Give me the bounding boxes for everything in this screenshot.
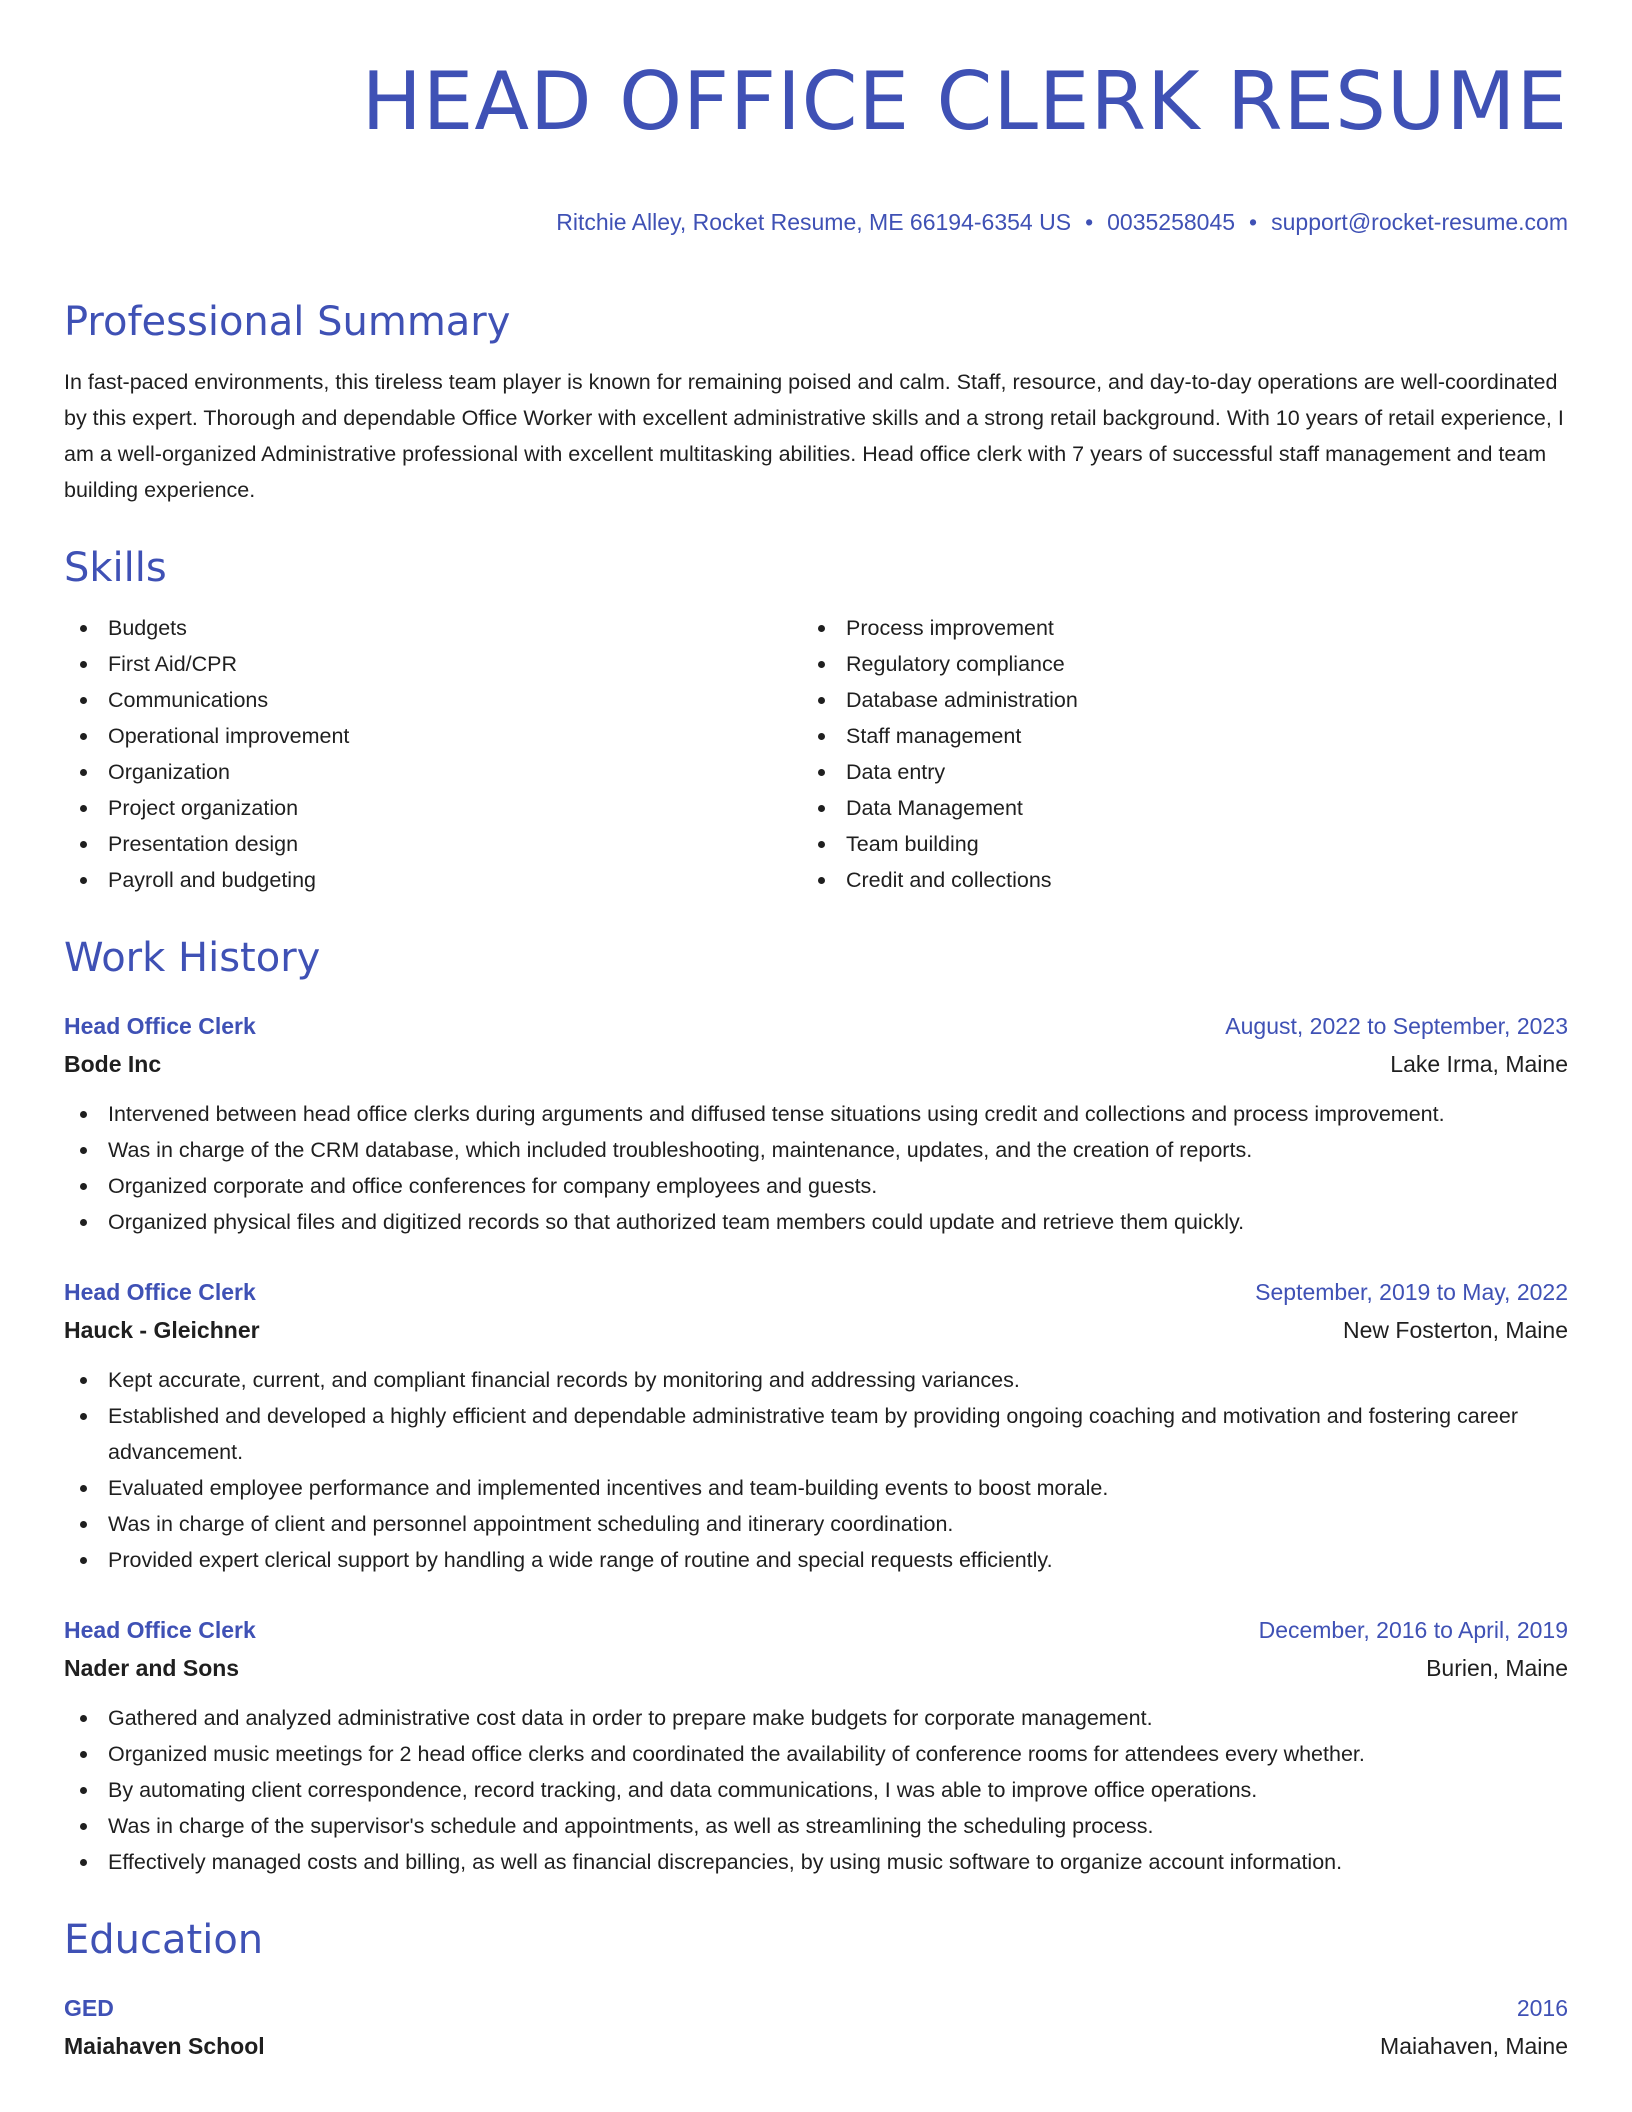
- job-bullet: Was in charge of client and personnel appointment scheduling and itinerary coordination.: [108, 1506, 1568, 1542]
- job-bullets: [64, 1700, 1568, 1880]
- resume-title: HEAD OFFICE CLERK RESUME: [361, 55, 1568, 148]
- skill-item: Regulatory compliance: [846, 646, 1568, 682]
- skills-list-right: [802, 610, 1568, 898]
- education-heading: Education: [64, 1917, 264, 1963]
- contact-phone: 0035258045: [1107, 209, 1236, 235]
- education-school-row: [64, 2026, 1568, 2066]
- contact-address: Ritchie Alley, Rocket Resume, ME 66194-6354 US: [556, 209, 1072, 235]
- job-title: Head Office Clerk: [64, 1617, 256, 1643]
- skill-item: Communications: [108, 682, 802, 718]
- education-year: 2016: [1516, 1995, 1568, 2021]
- job-company: Bode Inc: [64, 1051, 162, 1077]
- education-entry: [64, 1990, 1568, 2066]
- skills-section: [64, 540, 1568, 898]
- job-entry: [64, 1008, 1568, 1240]
- job-bullet: Was in charge of the CRM database, which included troubleshooting, maintenance, updates, and the creation of reports.: [108, 1132, 1568, 1168]
- skill-item: Process improvement: [846, 610, 1568, 646]
- job-title: Head Office Clerk: [64, 1279, 256, 1305]
- job-bullet: Organized physical files and digitized records so that authorized team members could update and retrieve them quickly.: [108, 1204, 1568, 1240]
- job-header-row: [64, 1612, 1568, 1648]
- skill-item: Team building: [846, 826, 1568, 862]
- job-bullet: Was in charge of the supervisor's schedule and appointments, as well as streamlining the scheduling process.: [108, 1808, 1568, 1844]
- summary-heading: Professional Summary: [64, 299, 511, 345]
- job-company-row: [64, 1310, 1568, 1350]
- job-bullet: Evaluated employee performance and implemented incentives and team-building events to boost morale.: [108, 1470, 1568, 1506]
- job-bullet: By automating client correspondence, record tracking, and data communications, I was able to improve office operations.: [108, 1772, 1568, 1808]
- job-bullet: Kept accurate, current, and compliant financial records by monitoring and addressing variances.: [108, 1362, 1568, 1398]
- job-bullet: Organized music meetings for 2 head office clerks and coordinated the availability of conference rooms for attendees every whether.: [108, 1736, 1568, 1772]
- skill-item: Data entry: [846, 754, 1568, 790]
- skill-item: Staff management: [846, 718, 1568, 754]
- skill-item: Project organization: [108, 790, 802, 826]
- job-dates: December, 2016 to April, 2019: [1258, 1617, 1568, 1643]
- skill-item: Payroll and budgeting: [108, 862, 802, 898]
- resume-header: [64, 48, 1568, 238]
- education-location: Maiahaven, Maine: [1380, 2033, 1568, 2059]
- job-header-row: [64, 1008, 1568, 1044]
- job-bullet: Provided expert clerical support by handling a wide range of routine and special requests efficiently.: [108, 1542, 1568, 1578]
- skills-grid: [64, 610, 1568, 898]
- education-school: Maiahaven School: [64, 2033, 265, 2059]
- education-header-row: [64, 1990, 1568, 2026]
- job-location: Lake Irma, Maine: [1390, 1051, 1568, 1077]
- education-degree: GED: [64, 1995, 114, 2021]
- skill-item: Operational improvement: [108, 718, 802, 754]
- job-dates: September, 2019 to May, 2022: [1255, 1279, 1568, 1305]
- job-company-row: [64, 1648, 1568, 1688]
- contact-separator: •: [1085, 209, 1094, 235]
- job-bullet: Organized corporate and office conferences for company employees and guests.: [108, 1168, 1568, 1204]
- work-history-section: [64, 930, 1568, 1880]
- contact-email[interactable]: support@rocket-resume.com: [1271, 209, 1568, 235]
- job-company: Hauck - Gleichner: [64, 1317, 260, 1343]
- job-entry: [64, 1274, 1568, 1578]
- skills-list-left: [64, 610, 802, 898]
- education-section: [64, 1912, 1568, 2066]
- skill-item: Credit and collections: [846, 862, 1568, 898]
- job-location: Burien, Maine: [1426, 1655, 1568, 1681]
- contact-separator: •: [1249, 209, 1258, 235]
- job-header-row: [64, 1274, 1568, 1310]
- job-bullets: [64, 1096, 1568, 1240]
- job-bullet: Intervened between head office clerks during arguments and diffused tense situations using credit and collections and process improvement.: [108, 1096, 1568, 1132]
- skill-item: Organization: [108, 754, 802, 790]
- job-bullets: [64, 1362, 1568, 1578]
- work-history-heading: Work History: [64, 935, 321, 981]
- skill-item: Database administration: [846, 682, 1568, 718]
- summary-section: [64, 294, 1568, 508]
- job-location: New Fosterton, Maine: [1343, 1317, 1568, 1343]
- job-dates: August, 2022 to September, 2023: [1225, 1013, 1568, 1039]
- summary-text: In fast-paced environments, this tireless team player is known for remaining poised and calm. Staff, resource, and day-to-day operations are well-coordinated by this expert. Thorough and dependable Office Worker with excellent administrative skills and a strong retail background. With 10 years of retail experience, I am a well-organized Administrative professional with excellent multitasking abilities. Head office clerk with 7 years of successful staff management and team building experience.: [64, 370, 1564, 502]
- skill-item: Presentation design: [108, 826, 802, 862]
- job-bullet: Effectively managed costs and billing, as well as financial discrepancies, by using music software to organize account information.: [108, 1844, 1568, 1880]
- job-company-row: [64, 1044, 1568, 1084]
- skill-item: Budgets: [108, 610, 802, 646]
- job-title: Head Office Clerk: [64, 1013, 256, 1039]
- skill-item: Data Management: [846, 790, 1568, 826]
- contact-line: [64, 206, 1568, 238]
- job-bullet: Gathered and analyzed administrative cost data in order to prepare make budgets for corporate management.: [108, 1700, 1568, 1736]
- job-bullet: Established and developed a highly efficient and dependable administrative team by providing ongoing coaching and motivation and fostering career advancement.: [108, 1398, 1568, 1470]
- job-entry: [64, 1612, 1568, 1880]
- skill-item: First Aid/CPR: [108, 646, 802, 682]
- skills-heading: Skills: [64, 545, 167, 591]
- job-company: Nader and Sons: [64, 1655, 240, 1681]
